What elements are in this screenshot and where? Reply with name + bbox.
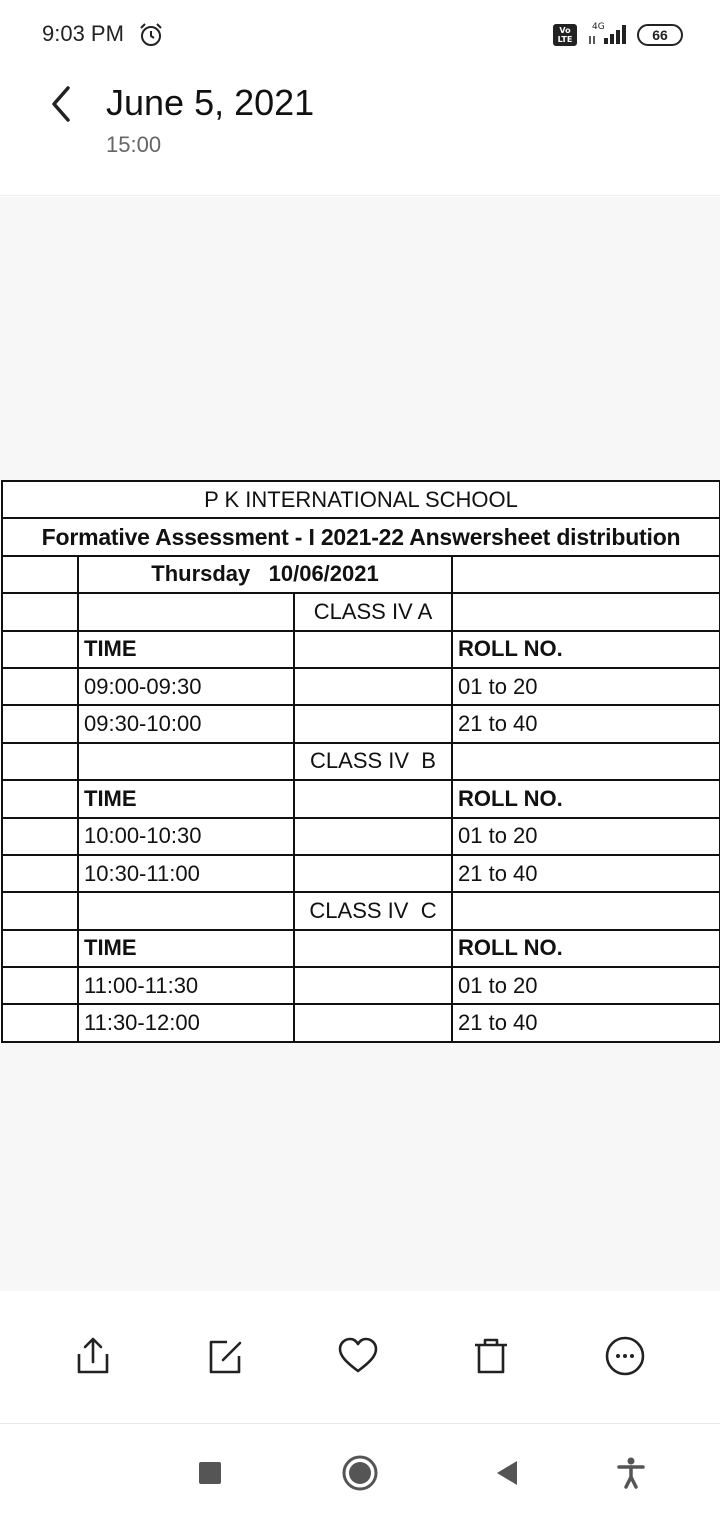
alarm-icon xyxy=(138,22,164,48)
status-bar xyxy=(0,0,720,70)
table-row xyxy=(2,705,720,742)
schedule-table xyxy=(1,480,720,1043)
time-header: TIME xyxy=(78,631,294,668)
roll-header: ROLL NO. xyxy=(452,930,720,967)
roll-header: ROLL NO. xyxy=(452,780,720,817)
table-row xyxy=(2,593,720,630)
roll-cell: 21 to 40 xyxy=(452,855,720,892)
time-header: TIME xyxy=(78,780,294,817)
back-button[interactable] xyxy=(40,82,84,126)
page-subtitle: 15:00 xyxy=(106,132,162,157)
table-cell xyxy=(452,556,720,593)
school-name: P K INTERNATIONAL SCHOOL xyxy=(2,481,720,518)
roll-header: ROLL NO. xyxy=(452,631,720,668)
date-cell xyxy=(78,556,452,593)
table-row xyxy=(2,668,720,705)
time-cell: 11:00-11:30 xyxy=(78,967,294,1004)
home-icon[interactable] xyxy=(340,1453,380,1493)
accessibility-icon[interactable] xyxy=(611,1453,651,1493)
action-bar xyxy=(0,1292,720,1424)
time-cell: 10:30-11:00 xyxy=(78,855,294,892)
share-icon[interactable] xyxy=(71,1334,115,1378)
time-cell: 09:30-10:00 xyxy=(78,705,294,742)
roll-cell: 21 to 40 xyxy=(452,1004,720,1041)
back-icon[interactable] xyxy=(487,1453,527,1493)
table-row xyxy=(2,818,720,855)
class-label: CLASS IV A xyxy=(294,593,452,630)
table-row xyxy=(2,967,720,1004)
date-label: 10/06/2021 xyxy=(268,561,379,587)
table-row xyxy=(2,1004,720,1041)
table-row xyxy=(2,780,720,817)
time-cell: 11:30-12:00 xyxy=(78,1004,294,1041)
roll-cell: 01 to 20 xyxy=(452,668,720,705)
status-time: 9:03 PM xyxy=(42,21,124,46)
more-icon[interactable] xyxy=(603,1334,647,1378)
day-label: Thursday xyxy=(151,561,251,587)
table-row xyxy=(2,631,720,668)
roll-cell: 21 to 40 xyxy=(452,705,720,742)
class-label: CLASS IV B xyxy=(294,743,452,780)
class-label: CLASS IV C xyxy=(294,892,452,929)
table-row xyxy=(2,930,720,967)
table-row xyxy=(2,892,720,929)
roll-cell: 01 to 20 xyxy=(452,818,720,855)
battery-icon: 66 xyxy=(637,24,683,46)
signal-icon xyxy=(586,20,628,46)
table-row xyxy=(2,855,720,892)
table-row xyxy=(2,743,720,780)
image-viewer[interactable] xyxy=(0,197,720,1291)
table-row xyxy=(2,518,720,555)
recents-icon[interactable] xyxy=(190,1453,230,1493)
assessment-heading: Formative Assessment - I 2021-22 Answersheet distribution xyxy=(2,518,720,555)
document-image xyxy=(0,480,720,1042)
network-label: 4G xyxy=(592,22,605,32)
time-cell: 10:00-10:30 xyxy=(78,818,294,855)
navigation-bar xyxy=(0,1425,720,1520)
time-header: TIME xyxy=(78,930,294,967)
page-title: June 5, 2021 xyxy=(106,82,315,123)
favorite-icon[interactable] xyxy=(336,1334,380,1378)
time-cell: 09:00-09:30 xyxy=(78,668,294,705)
roll-cell: 01 to 20 xyxy=(452,967,720,1004)
edit-icon[interactable] xyxy=(203,1334,247,1378)
table-row xyxy=(2,556,720,593)
delete-icon[interactable] xyxy=(469,1334,513,1378)
volte-icon: Vo LTE xyxy=(553,24,577,46)
table-row xyxy=(2,481,720,518)
header xyxy=(0,70,720,196)
table-cell xyxy=(2,556,78,593)
